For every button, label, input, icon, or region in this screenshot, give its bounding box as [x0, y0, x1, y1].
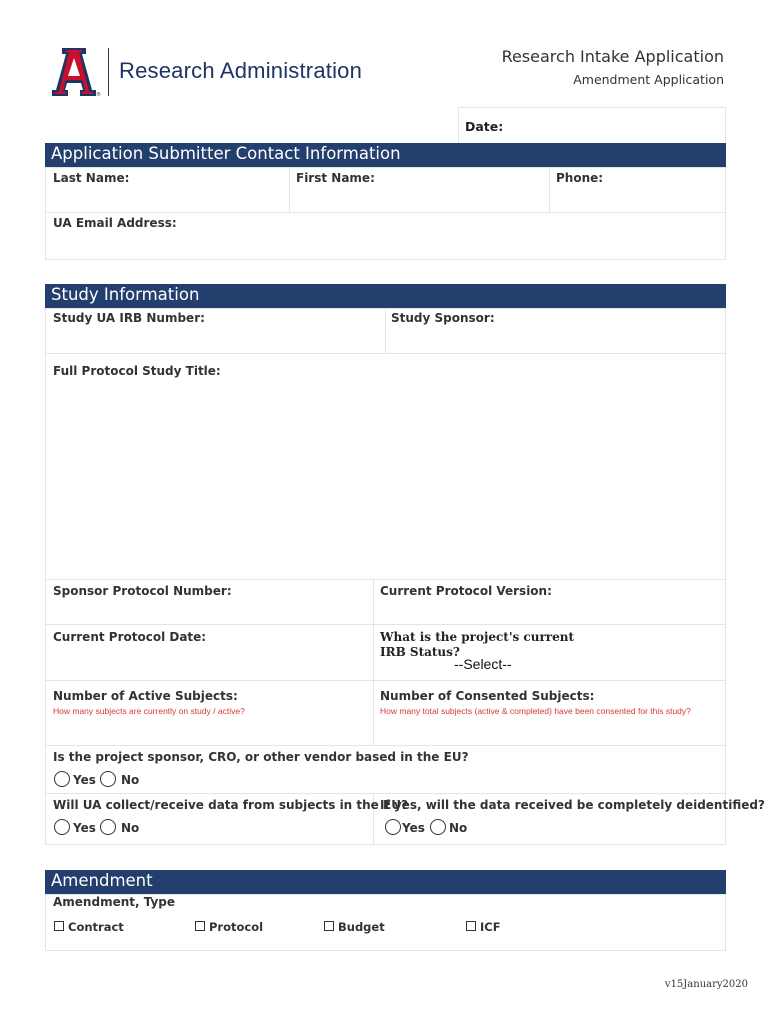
consented-subjects-label: Number of Consented Subjects:: [380, 689, 595, 703]
amendment-section-header: [45, 870, 726, 894]
eu-vendor-yes-radio[interactable]: [54, 771, 70, 787]
app-title: Research Intake Application: [501, 47, 724, 66]
protocol-version-label: Current Protocol Version:: [380, 584, 552, 598]
eu-vendor-no-label: No: [121, 773, 140, 787]
study-sponsor-label: Study Sponsor:: [391, 311, 495, 325]
eu-collect-no-label: No: [121, 821, 140, 835]
date-label: Date:: [465, 119, 504, 134]
eu-collect-yes-radio[interactable]: [54, 819, 70, 835]
deidentified-yes-radio[interactable]: [385, 819, 401, 835]
full-title-field[interactable]: [45, 353, 726, 580]
protocol-date-label: Current Protocol Date:: [53, 630, 207, 644]
protocol-label: Protocol: [209, 920, 264, 934]
app-subtitle: Amendment Application: [573, 72, 724, 87]
version-footer: v15January2020: [664, 979, 748, 990]
deidentified-no-radio[interactable]: [430, 819, 446, 835]
irb-status-label-line2: IRB Status?: [380, 645, 460, 659]
email-label: UA Email Address:: [53, 216, 177, 230]
contract-checkbox[interactable]: [54, 921, 64, 931]
eu-vendor-no-radio[interactable]: [100, 771, 116, 787]
active-subjects-hint: How many subjects are currently on study / active?: [53, 706, 245, 716]
logo-divider: [108, 48, 109, 96]
org-name: Research Administration: [119, 58, 363, 83]
budget-label: Budget: [338, 920, 385, 934]
active-subjects-label: Number of Active Subjects:: [53, 689, 238, 703]
last-name-label: Last Name:: [53, 171, 130, 185]
phone-label: Phone:: [556, 171, 604, 185]
irb-number-label: Study UA IRB Number:: [53, 311, 205, 325]
icf-checkbox[interactable]: [466, 921, 476, 931]
eu-collect-yes-label: Yes: [73, 821, 96, 835]
study-section-header: [45, 284, 726, 308]
svg-text:®: ®: [96, 92, 101, 98]
contact-section-title: Application Submitter Contact Information: [51, 144, 401, 163]
eu-vendor-yes-label: Yes: [73, 773, 96, 787]
first-name-label: First Name:: [296, 171, 375, 185]
contact-section-header: [45, 143, 726, 167]
irb-status-label-line1: What is the project's current: [380, 630, 574, 644]
icf-label: ICF: [480, 920, 501, 934]
university-of-arizona-logo-icon: [46, 46, 102, 98]
deidentified-no-label: No: [449, 821, 468, 835]
sponsor-protocol-number-label: Sponsor Protocol Number:: [53, 584, 232, 598]
amendment-section-title: Amendment: [51, 871, 153, 890]
eu-collect-no-radio[interactable]: [100, 819, 116, 835]
contract-label: Contract: [68, 920, 124, 934]
full-title-label: Full Protocol Study Title:: [53, 364, 221, 378]
deidentified-yes-label: Yes: [402, 821, 425, 835]
protocol-checkbox[interactable]: [195, 921, 205, 931]
consented-subjects-hint: How many total subjects (active & completed) have been consented for this study?: [380, 706, 691, 716]
amendment-type-label: Amendment, Type: [53, 895, 176, 909]
budget-checkbox[interactable]: [324, 921, 334, 931]
irb-status-select[interactable]: --Select--: [454, 656, 512, 672]
deidentified-question: If yes, will the data received be completely deidentified?: [380, 798, 765, 812]
eu-vendor-question: Is the project sponsor, CRO, or other vendor based in the EU?: [53, 750, 469, 764]
study-section-title: Study Information: [51, 285, 200, 304]
eu-collect-question: Will UA collect/receive data from subjects in the EU?: [53, 798, 408, 812]
